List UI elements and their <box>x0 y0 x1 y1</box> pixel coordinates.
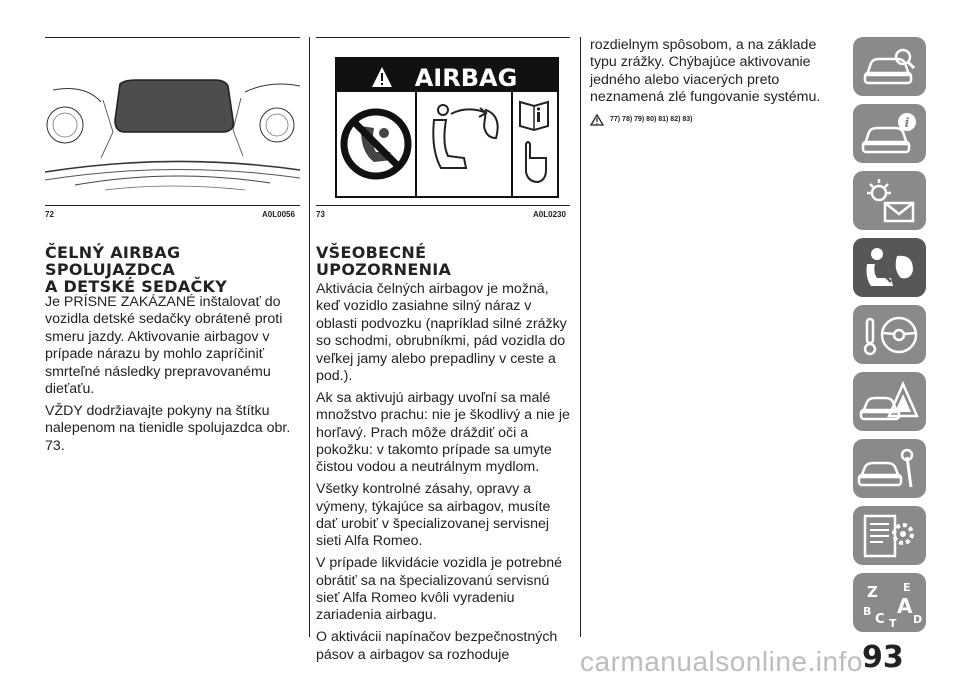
figure-72-code: A0L0056 <box>262 210 295 219</box>
index-letter: E <box>903 581 911 594</box>
car-wrench-icon <box>853 439 926 498</box>
column2-heading <box>316 244 451 278</box>
figure-72-number: 72 <box>45 210 54 219</box>
tab-maintenance[interactable] <box>853 439 926 498</box>
heading-line: ČELNÝ AIRBAG <box>45 243 181 262</box>
paragraph: Aktivácia čelných airbagov je možná, keď vozidlo zasiahne silný náraz v oblasti podvozku (napríklad silné zrážky so schodmi, obrubníkmi, pád vozidla do veľkej jamy alebo prepadliny v ceste a pod.). <box>316 281 567 385</box>
tab-car-info[interactable] <box>853 104 926 163</box>
tab-warning-lights-messages[interactable] <box>853 171 926 230</box>
index-letter: D <box>913 613 923 626</box>
heading-line: UPOZORNENIA <box>316 260 452 279</box>
dashboard-airbag-figure <box>45 40 300 204</box>
figure-73-code: A0L0230 <box>533 210 566 219</box>
column2-caption-rule <box>316 205 570 206</box>
exclamation-mark <box>381 73 383 81</box>
paragraph: VŽDY dodržiavajte pokyny na štítku nalepenom na tienidle spolujazdca obr. 73. <box>45 402 291 454</box>
reference-numbers: 77) 78) 79) 80) 81) 82) 83) <box>610 116 693 124</box>
column2-top-rule <box>316 37 570 38</box>
column2-body <box>316 281 574 668</box>
airbag-label-title: AIRBAG <box>414 64 518 92</box>
column-divider <box>309 37 310 637</box>
tab-technical-data[interactable] <box>853 506 926 565</box>
tab-safety[interactable] <box>853 238 926 297</box>
index-letter: A <box>897 594 913 618</box>
airbag-seat-icon <box>853 238 926 297</box>
heading-line: SPOLUJAZDCA <box>45 260 176 279</box>
paragraph: O aktivácii napínačov bezpečnostných pásov a airbagov sa rozhoduje <box>316 629 558 663</box>
heading-line: VŠEOBECNÉ <box>316 243 427 262</box>
tab-emergency[interactable] <box>853 372 926 431</box>
paragraph: Všetky kontrolné zásahy, opravy a výmeny, týkajúce sa airbagov, musíte dať urobiť v špecializovanej servisnej sieti Alfa Romeo. <box>316 481 551 550</box>
paragraph: Ak sa aktivujú airbagy uvoľní sa malé množstvo prachu: nie je škodlivý a nie je horľavý. Prach môže dráždiť oči a pokožku: v takomto prípade sa umyte čistou vodou a neutrálnym mydlom. <box>316 389 570 476</box>
car-breakdown-triangle-icon <box>853 372 926 431</box>
column1-top-rule <box>45 37 300 38</box>
paragraph: Je PRÍSNE ZAKÁZANÉ inštalovať do vozidla detské sedačky obrátené proti smeru jazdy. Aktivovanie airbagov v prípade nárazu by mohlo zapríčiniť smrteľné následky prepravovanému dieťaťu. <box>45 294 283 398</box>
index-letter: C <box>875 612 885 627</box>
tab-dashboard-knowledge[interactable] <box>853 37 926 96</box>
car-info-icon <box>853 104 926 163</box>
column1-heading <box>45 244 227 295</box>
warning-light-message-icon <box>853 171 926 230</box>
index-letter: B <box>863 605 872 618</box>
alphabet-index-icon <box>853 573 926 632</box>
index-letter: Z <box>867 583 878 601</box>
tab-index[interactable] <box>853 573 926 632</box>
figure-73-number: 73 <box>316 210 325 219</box>
document-gear-icon <box>853 506 926 565</box>
warning-triangle-icon <box>590 114 604 126</box>
car-search-icon <box>853 37 926 96</box>
svg-text:i: i <box>904 116 910 131</box>
steering-wheel-key-icon <box>853 305 926 364</box>
column-divider <box>580 37 581 637</box>
paragraph: rozdielnym spôsobom, a na základe typu zrážky. Chýbajúce aktivovanie jedného alebo viacerých preto neznamená zlé fungovanie systému. <box>590 37 821 106</box>
column3-body <box>590 37 842 128</box>
watermark: carmanualsonline.info <box>580 646 863 677</box>
column1-body <box>45 294 300 459</box>
airbag-warning-label-figure <box>316 40 570 204</box>
index-letter: T <box>889 617 897 630</box>
page-number: 93 <box>862 640 904 675</box>
column1-caption-rule <box>45 205 300 206</box>
paragraph: V prípade likvidácie vozidla je potrebné obrátiť sa na špecializovanú servisnú sieť Alfa Romeo kvôli vyradeniu zariadenia airbagu. <box>316 555 563 624</box>
references-row <box>590 111 842 128</box>
tab-starting-driving[interactable] <box>853 305 926 364</box>
heading-line: A DETSKÉ SEDAČKY <box>45 277 228 296</box>
